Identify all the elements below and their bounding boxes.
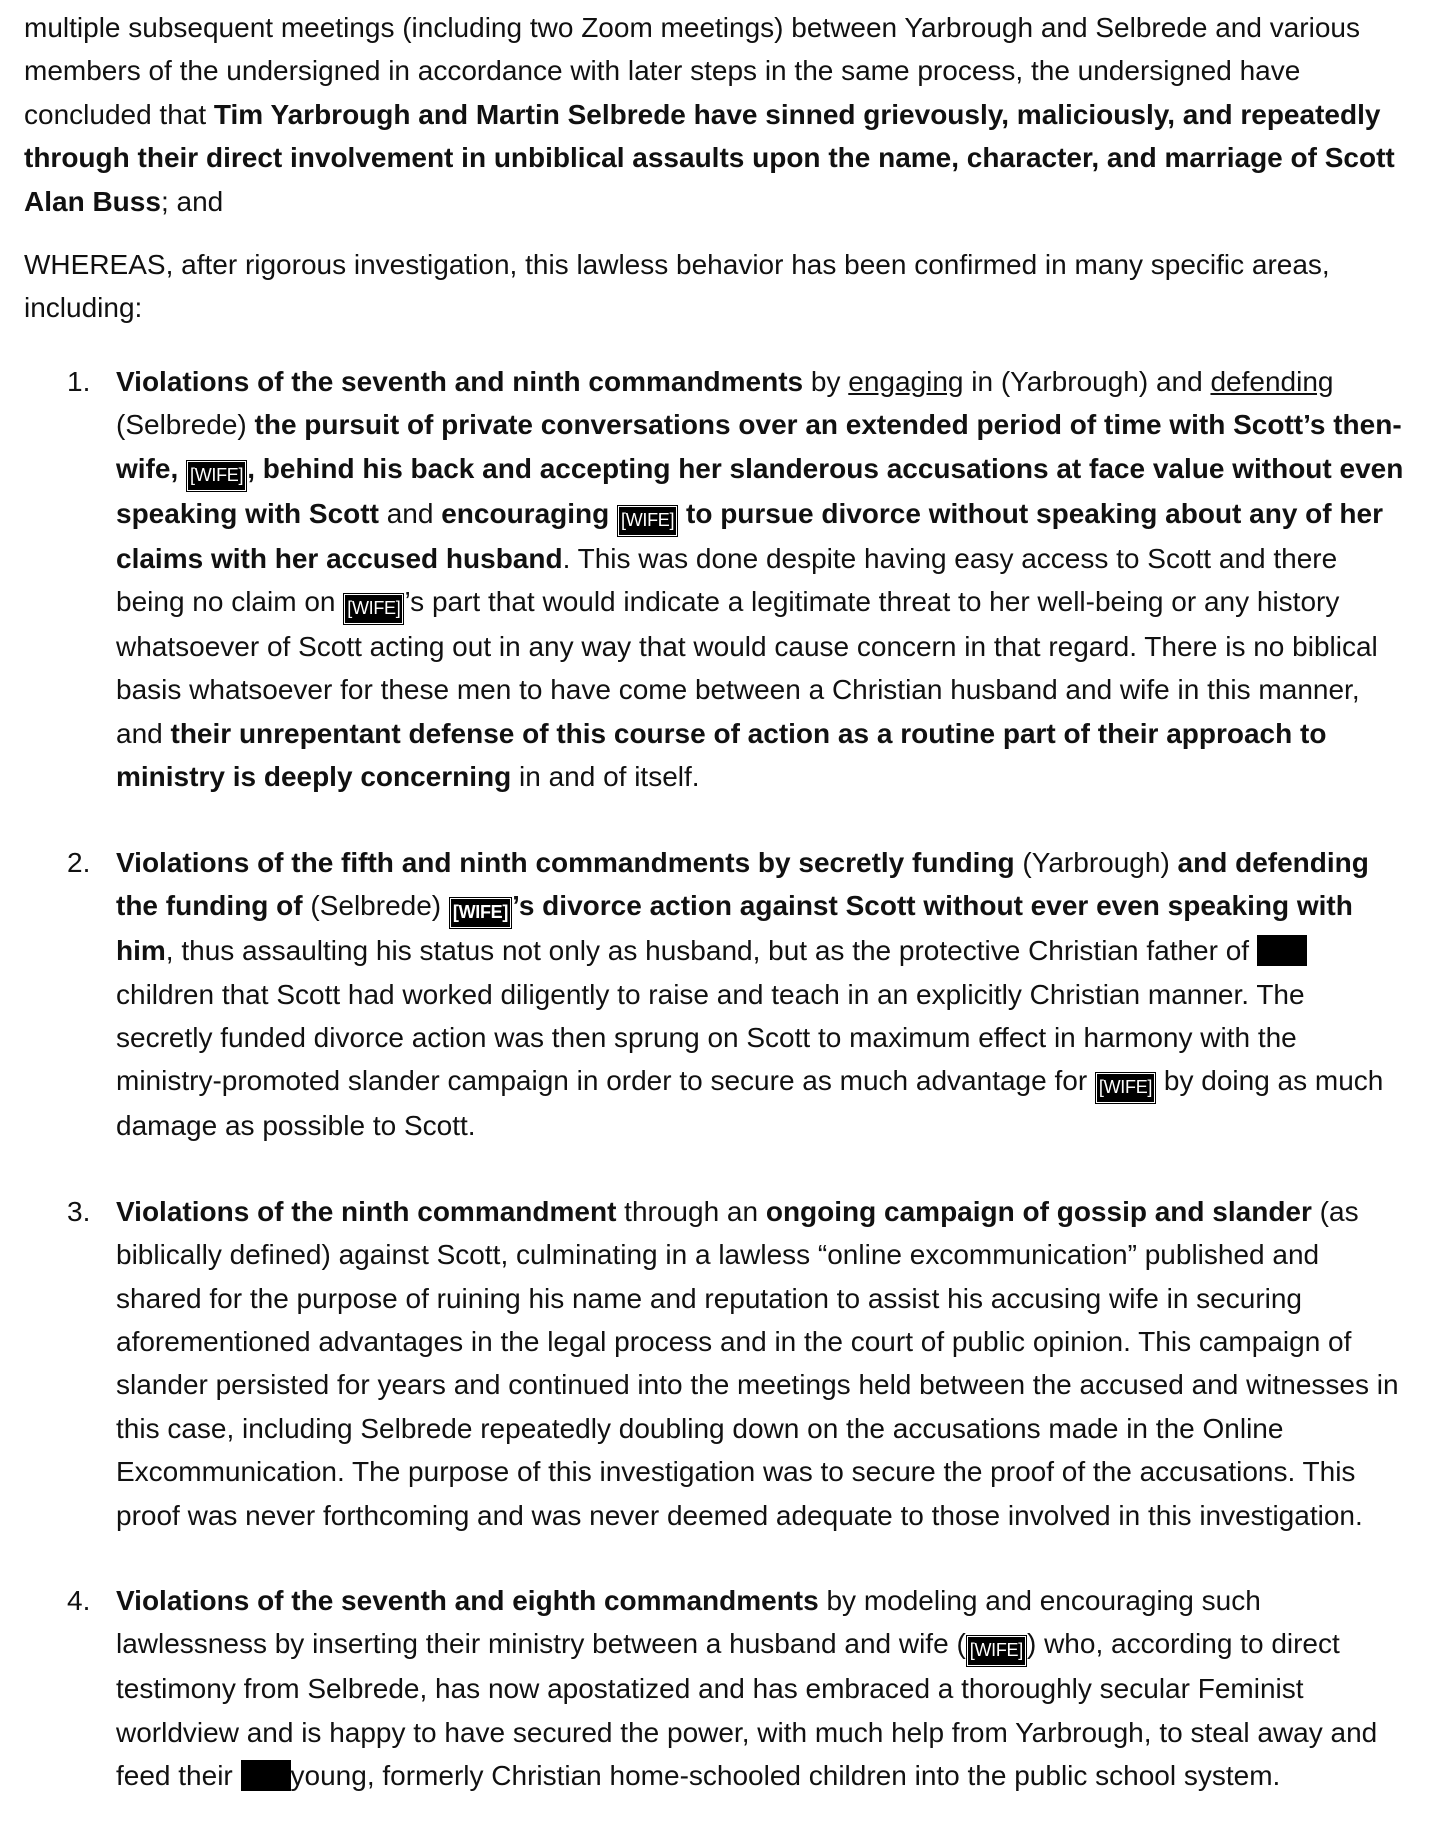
text: by doing as much damage as possible to Scott.: [116, 1065, 1384, 1142]
text: through an: [616, 1195, 766, 1227]
text: by: [803, 365, 849, 397]
bold-text: Violations of the ninth commandment: [116, 1195, 617, 1227]
bold-text: to pursue divorce without speaking about any of her claims with her accused husband: [116, 497, 1383, 574]
text: and: [378, 497, 442, 529]
intro-paragraph: [24, 6, 1406, 223]
bold-text: and defending the funding of: [116, 846, 1369, 922]
redaction-label: [WIFE]: [617, 505, 678, 537]
bold-text: the pursuit of private conversations over an extended period of time with Scott’s then-wife,: [116, 409, 1402, 484]
bold-text: Violations of the seventh and eighth commandments: [116, 1584, 819, 1616]
redaction-label: [WIFE]: [1095, 1072, 1156, 1104]
text: ) who, according to direct testimony from Selbrede, has now apostatized and has embraced a thoroughly secular Feminist worldview and is happy to have secured the power, with much help from Yarbrough, to steal away and feed their: [116, 1628, 1378, 1792]
violations-list: [24, 360, 1406, 1798]
text: (Yarbrough): [1014, 846, 1178, 878]
text: . This was done despite having easy access to Scott and there being no claim on: [116, 542, 1338, 618]
bold-text: encouraging: [441, 497, 618, 529]
list-item: [24, 1579, 1406, 1798]
bold-text: their unrepentant defense of this course of action as a routine part of their approach to ministry is deeply concerning: [116, 717, 1327, 793]
text: in and of itself.: [511, 761, 700, 793]
intro-text: multiple subsequent meetings (including two Zoom meetings) between Yarbrough and Selbrede and various members of the undersigned in accordance with later steps in the same process, the undersigned have concluded that: [24, 12, 1360, 130]
list-number: 4.: [67, 1584, 91, 1616]
redaction-label: [WIFE]: [343, 593, 404, 625]
redaction-box: [1257, 935, 1307, 966]
text: (Selbrede): [116, 409, 255, 441]
document-page: [24, 6, 1406, 1840]
bold-text: ongoing campaign of gossip and slander: [765, 1195, 1312, 1227]
redaction-label: [WIFE]: [449, 897, 512, 929]
whereas-paragraph: WHEREAS, after rigorous investigation, this lawless behavior has been confirmed in many specific areas, including:: [24, 249, 1330, 324]
intro-bold-conclusion: Tim Yarbrough and Martin Selbrede have sinned grievously, maliciously, and repeatedly through their direct involvement in unbiblical assaults upon the name, character, and marriage of Scott Alan Buss: [24, 98, 1395, 217]
bold-text: Violations of the fifth and ninth commandments by secretly funding: [116, 846, 1015, 878]
list-number: 2.: [67, 846, 91, 878]
intro-text-end: ; and: [160, 185, 224, 217]
text: (as biblically defined) against Scott, culminating in a lawless “online excommunication” published and shared for the purpose of ruining his name and reputation to assist his accusing wife in securing aforementioned advantages in the legal process and in the court of public opinion. This campaign of slander persisted for years and continued into the meetings held between the accused and witnesses in this case, including Selbrede repeatedly doubling down on the accusations made in the Online Excommunication. The purpose of this investigation was to secure the proof of the accusations. This proof was never forthcoming and was never deemed adequate to those involved in this investigation.: [116, 1195, 1399, 1531]
bold-text: , behind his back and accepting her slanderous accusations at face value without even speaking with Scott: [116, 452, 1404, 529]
text: by modeling and encouraging such lawlessness by inserting their ministry between a husband and wife (: [116, 1584, 1261, 1660]
text: young, formerly Christian home-schooled children into the public school system.: [290, 1760, 1281, 1792]
text: in (Yarbrough) and: [963, 365, 1211, 397]
list-item: [24, 360, 1406, 799]
redaction-box: [241, 1760, 291, 1791]
text: , thus assaulting his status not only as husband, but as the protective Christian father of: [165, 935, 1257, 967]
list-number: 1.: [67, 365, 91, 397]
list-item: [24, 1190, 1406, 1537]
list-number: 3.: [67, 1195, 91, 1227]
redaction-label: [WIFE]: [966, 1635, 1027, 1667]
text: ’s part that would indicate a legitimate threat to her well-being or any history whatsoever of Scott acting out in any way that would cause concern in that regard. There is no biblical basis whatsoever for these men to have come between a Christian husband and wife in this manner, and: [116, 586, 1378, 749]
underlined-text: defending: [1210, 365, 1334, 397]
text: (Selbrede): [302, 890, 449, 922]
bold-text: Violations of the seventh and ninth commandments: [116, 365, 804, 397]
text: children that Scott had worked diligently to raise and teach in an explicitly Christian manner. The secretly funded divorce action was then sprung on Scott to maximum effect in harmony with the ministry-promoted slander campaign in order to secure as much advantage for: [116, 978, 1305, 1097]
list-item: [24, 841, 1406, 1148]
bold-text: ’s divorce action against Scott without ever even speaking with him: [116, 890, 1353, 967]
redaction-label: [WIFE]: [186, 460, 247, 492]
underlined-text: engaging: [848, 365, 964, 397]
